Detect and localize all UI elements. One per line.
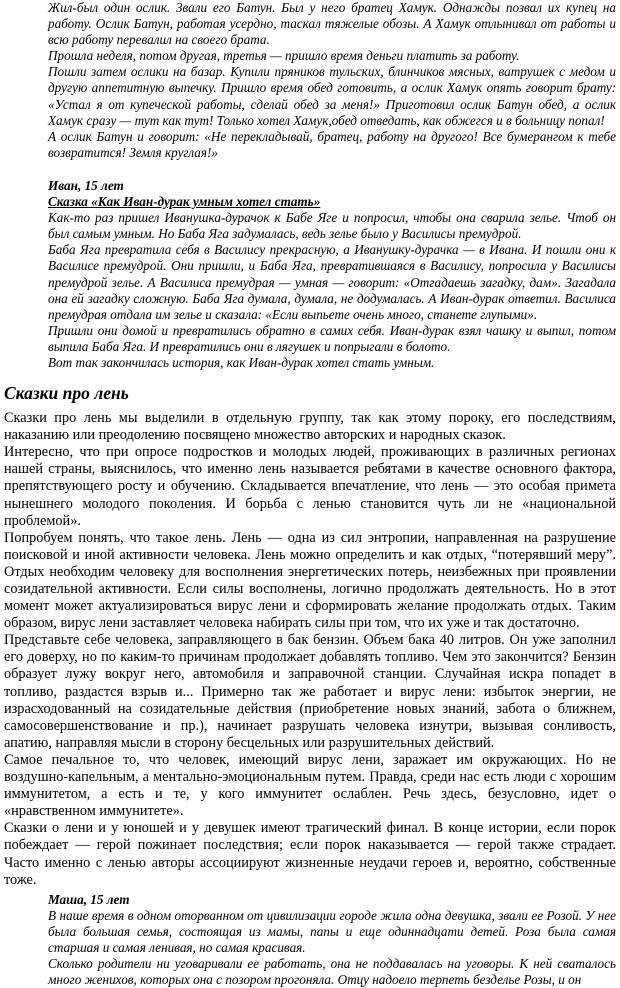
story-rosa <box>48 892 616 988</box>
story-paragraph: Баба Яга превратила себя в Василису прекрасную, а Иванушку-дурачка — в Ивана. И пошли они к Василисе премудрой. Они пришли, и Баба Яга, превратившаяся в Василису, попросила у Василисы премудрой зелье. А Василиса премудрая — умная — говорит: «Отгадаешь загадку, дам». Загадала она ей загадку сложную. Баба Яга думала, думала, не додумалась. А Иван-дурак ответил. Василиса премудрая отдала им зелье и сказала: «Если выпьете очень много, станете глупыми». <box>48 242 616 322</box>
story-paragraph: Вот так закончилась история, как Иван-дурак хотел стать умным. <box>48 354 435 370</box>
body-paragraph: Интересно, что при опросе подростков и молодых людей, проживающих в различных регионах нашей страны, выяснилось, что именно лень называется ребятами в качестве основного фактора, препятствующего росту и обучению. Складывается впечатление, что лень — это особая примета нынешнего молодого поколения. И борьба с ленью становится чуть ли не «национальной проблемой». <box>4 444 616 529</box>
story-author: Маша, 15 лет <box>48 891 130 907</box>
story-paragraph: Пошли затем ослики на базар. Купили пряников тульских, блинчиков мясных, ватрушек с медом и другую аппетитную выпечку. Пришло время обед готовить, а ослик Хамук опять говорит брату: «Устал я от купеческой работы, сделай обед за меня!» Приготовил ослик Батун обед, а ослик Хамук сразу — тут как тут! Только хотел Хамук,обед отведать, как обжегся и в больницу попал! <box>48 64 616 128</box>
body-paragraph: Представьте себе человека, заправляющего в бак бензин. Объем бака 40 литров. Он уже заполнил его доверху, но по каким-то причинам продолжает добавлять топливо. Чем это закончится? Бензин образует лужу вокруг него, автомобиля и заправочной станции. Случайная искра попадет в топливо, раздастся взрыв и... Примерно так же работает и вирус лени: избыток энергии, не израсходованный на созидательные действия (приобретение новых знаний, забота о ближнем, самосовершенствование и пр.), начинает разрушать человека изнутри, вызывая сонливость, апатию, направляя мысли в сторону бесцельных или разрушительных действий. <box>4 632 616 751</box>
body-paragraph: Сказки про лень мы выделили в отдельную группу, так как этому пороку, его последствиям, наказанию или преодолению посвящено множество авторских и народных сказок. <box>4 410 616 444</box>
body-paragraph: Попробуем понять, что такое лень. Лень — одна из сил энтропии, направленная на разрушение поисковой и иной активности человека. Лень можно определить и как отдых, “потерявший меру”. Отдых необходим человеку для восполнения энергетических потерь, неизбежных при проявлении созидательной активности. Если силы восполнены, логично продолжать деятельность. Но в этот момент может актуализироваться вирус лени и сформировать желание продолжать отдых. Таким образом, вирус лени заставляет человека набирать силы при том, что их уже и так достаточно. <box>4 529 616 632</box>
story-ivan <box>48 178 616 371</box>
body-paragraph: Самое печальное то, что человек, имеющий вирус лени, заражает им окружающих. Но не воздушно-капельным, а ментально-эмоциональным путем. Правда, среди нас есть люди с хорошим иммунитетом, а есть и те, у кого иммунитет ослаблен. Речь здесь, безусловно, идет о «нравственном иммунитете». <box>4 751 616 820</box>
spacer <box>0 161 620 178</box>
body-paragraph: Сказки о лени и у юношей и у девушек имеют трагический финал. В конце истории, если порок побеждает — герой пожинает последствия; если порок наказывается — герой также страдает. Часто именно с ленью авторы ассоциируют жизненные неудачи героев и, вероятно, собственные тоже. <box>4 820 616 888</box>
section-body <box>4 410 616 889</box>
story-paragraph: Жил-был один ослик. Звали его Батун. Был у него братец Хамук. Однажды позвал их купец на работу. Ослик Батун, работая усердно, таскал тяжелые обозы. А Хамук отлынивал от работы и всю работу перевалил на своего брата. <box>48 0 616 48</box>
story-title: Сказка «Как Иван-дурак умным хотел стать» <box>48 194 321 210</box>
story-paragraph: Прошла неделя, потом другая, третья — пришло время деньги платить за работу. <box>48 48 520 64</box>
section-heading: Сказки про лень <box>4 383 129 404</box>
story-paragraph: А ослик Батун и говорит: «Не перекладывай, братец, работу на другого! Все бумерангом к тебе возвратится! Земля круглая!» <box>48 128 616 160</box>
story-paragraph: Как-то раз пришел Иванушка-дурачок к Бабе Яге и попросил, чтобы она сварила зелье. Чтоб он был самым умным. Но Баба Яга задумалась, ведь зелье было у Василисы премудрой. <box>48 210 616 242</box>
story-donkeys <box>48 0 616 161</box>
story-paragraph: В наше время в одном оторванном от цивилизации городе жила одна девушка, звали ее Розой. У нее была большая семья, состоящая из мамы, папы и еще одиннадцати детей. Роза была самая старшая и самая ленивая, но самая красивая. <box>48 907 616 955</box>
story-paragraph: Сколько родители ни уговаривали ее работать, она не поддавалась на уговоры. К ней сваталось много женихов, которых она с позором прогоняла. Отцу надоело терпеть безделье Розы, и он <box>48 956 616 988</box>
story-author: Иван, 15 лет <box>48 177 124 193</box>
story-paragraph: Пришли они домой и превратились обратно в самих себя. Иван-дурак взял чашку и выпил, потом выпила Баба Яга. И превратились они в лягушек и попрыгали в болото. <box>48 322 616 354</box>
